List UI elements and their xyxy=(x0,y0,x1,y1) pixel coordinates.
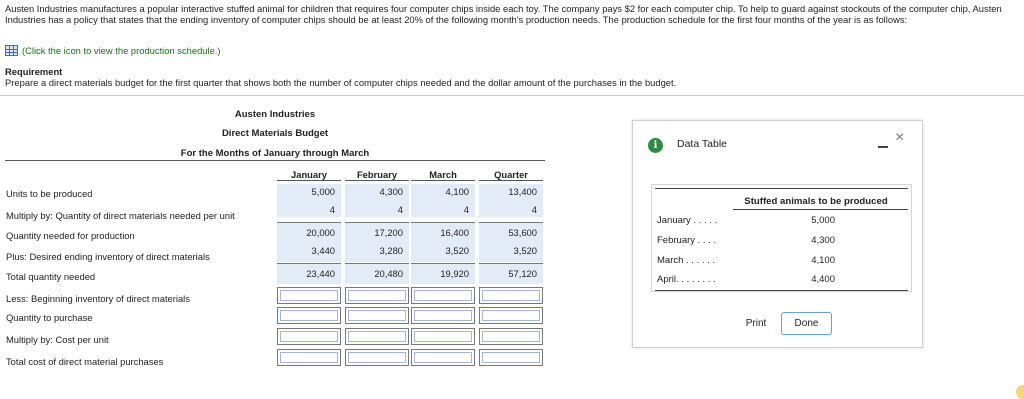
input-beginning-inventory-quarter[interactable] xyxy=(479,287,543,304)
row-label-total-qty-needed: Total quantity needed xyxy=(6,271,96,282)
info-icon: i xyxy=(648,138,663,153)
value-january: 5,000 xyxy=(811,215,835,226)
column-rule xyxy=(479,180,543,181)
input-cost-per-unit-quarter[interactable] xyxy=(479,328,543,345)
table-icon[interactable] xyxy=(5,45,18,56)
row-label-cost-per-unit: Multiply by: Cost per unit xyxy=(6,334,109,345)
table-top-rule xyxy=(655,188,908,189)
view-schedule-link[interactable] xyxy=(5,45,221,56)
cell-total-qty-january: 23,440 xyxy=(277,263,341,284)
input-total-cost-march[interactable] xyxy=(411,349,475,366)
cell-qty-per-unit-january: 4 xyxy=(277,203,341,217)
cell-qty-per-unit-february: 4 xyxy=(345,203,409,217)
value-march: 4,100 xyxy=(811,255,835,266)
input-cost-per-unit-january[interactable] xyxy=(277,328,341,345)
close-icon[interactable]: × xyxy=(895,129,905,146)
column-header-january: January xyxy=(291,169,327,180)
cell-units-quarter: 13,400 xyxy=(479,184,543,203)
cell-ending-inventory-february: 3,280 xyxy=(345,243,409,262)
cell-qty-needed-quarter: 53,600 xyxy=(479,222,543,243)
problem-statement: Austen Industries manufactures a popular interactive stuffed animal for children that requires four computer chips inside each toy. The company pays $2 for each computer chip. To help to guard against stockouts of the computer chip, Austen Industries has a policy that states that the ending inventory of computer chips should be at least 20% of the following month's production needs. The production schedule for the first four months of the year is as follows: xyxy=(5,3,1002,26)
table-header-rule xyxy=(733,209,908,210)
row-label-qty-per-unit: Multiply by: Quantity of direct materials needed per unit xyxy=(6,210,235,221)
row-label-ending-inventory: Plus: Desired ending inventory of direct materials xyxy=(6,251,210,262)
value-february: 4,300 xyxy=(811,235,835,246)
cell-total-qty-february: 20,480 xyxy=(345,263,409,284)
value-april: 4,400 xyxy=(811,274,835,285)
row-label-units-produced: Units to be produced xyxy=(6,188,93,199)
column-rule xyxy=(277,180,341,181)
row-label-beginning-inventory: Less: Beginning inventory of direct materials xyxy=(6,293,190,304)
cell-ending-inventory-march: 3,520 xyxy=(411,243,475,262)
input-beginning-inventory-january[interactable] xyxy=(277,287,341,304)
data-table-header: Stuffed animals to be produced xyxy=(744,196,888,207)
column-header-march: March xyxy=(429,169,457,180)
input-qty-to-purchase-february[interactable] xyxy=(345,307,409,324)
input-qty-to-purchase-january[interactable] xyxy=(277,307,341,324)
input-total-cost-february[interactable] xyxy=(345,349,409,366)
dialog-title: Data Table xyxy=(677,138,728,150)
budget-title: Direct Materials Budget xyxy=(221,128,329,139)
column-header-quarter: Quarter xyxy=(494,169,528,180)
header-rule xyxy=(5,160,545,161)
input-beginning-inventory-march[interactable] xyxy=(411,287,475,304)
divider xyxy=(0,95,1024,96)
cell-qty-per-unit-march: 4 xyxy=(411,203,475,217)
row-label-total-cost-purchases: Total cost of direct material purchases xyxy=(6,356,164,367)
column-header-february: February xyxy=(356,169,398,180)
column-rule xyxy=(345,180,409,181)
cell-units-february: 4,300 xyxy=(345,184,409,203)
input-cost-per-unit-february[interactable] xyxy=(345,328,409,345)
cell-qty-needed-march: 16,400 xyxy=(411,222,475,243)
requirement-heading: Requirement xyxy=(5,66,63,77)
input-beginning-inventory-february[interactable] xyxy=(345,287,409,304)
cell-ending-inventory-january: 3,440 xyxy=(277,243,341,262)
hint-text[interactable]: (Click the icon to view the production schedule.) xyxy=(22,45,221,56)
month-march: March . . . . . . xyxy=(657,255,716,266)
data-table-dialog xyxy=(632,120,923,348)
input-cost-per-unit-march[interactable] xyxy=(411,328,475,345)
cell-qty-per-unit-quarter: 4 xyxy=(479,203,543,217)
cell-total-qty-march: 19,920 xyxy=(411,263,475,284)
table-bottom-rule xyxy=(655,290,908,291)
print-button[interactable]: Print xyxy=(736,312,776,335)
cell-total-qty-quarter: 57,120 xyxy=(479,263,543,284)
month-january: January . . . . . xyxy=(657,215,718,226)
input-total-cost-quarter[interactable] xyxy=(479,349,543,366)
corner-badge-icon xyxy=(1016,385,1024,399)
cell-units-january: 5,000 xyxy=(277,184,341,203)
budget-period: For the Months of January through March xyxy=(180,148,370,159)
cell-units-march: 4,100 xyxy=(411,184,475,203)
input-qty-to-purchase-march[interactable] xyxy=(411,307,475,324)
company-name: Austen Industries xyxy=(234,109,316,120)
month-february: February . . . . xyxy=(657,235,717,246)
row-label-qty-to-purchase: Quantity to purchase xyxy=(6,312,93,323)
column-rule xyxy=(411,180,475,181)
done-button[interactable]: Done xyxy=(781,312,832,335)
input-qty-to-purchase-quarter[interactable] xyxy=(479,307,543,324)
requirement-text: Prepare a direct materials budget for the first quarter that shows both the number of computer chips needed and the dollar amount of the purchases in the budget. xyxy=(5,77,677,88)
cell-ending-inventory-quarter: 3,520 xyxy=(479,243,543,262)
input-total-cost-january[interactable] xyxy=(277,349,341,366)
cell-qty-needed-february: 17,200 xyxy=(345,222,409,243)
cell-qty-needed-january: 20,000 xyxy=(277,222,341,243)
month-april: April. . . . . . . . xyxy=(657,274,716,285)
row-label-qty-needed-production: Quantity needed for production xyxy=(6,230,135,241)
minimize-icon[interactable] xyxy=(878,146,888,148)
